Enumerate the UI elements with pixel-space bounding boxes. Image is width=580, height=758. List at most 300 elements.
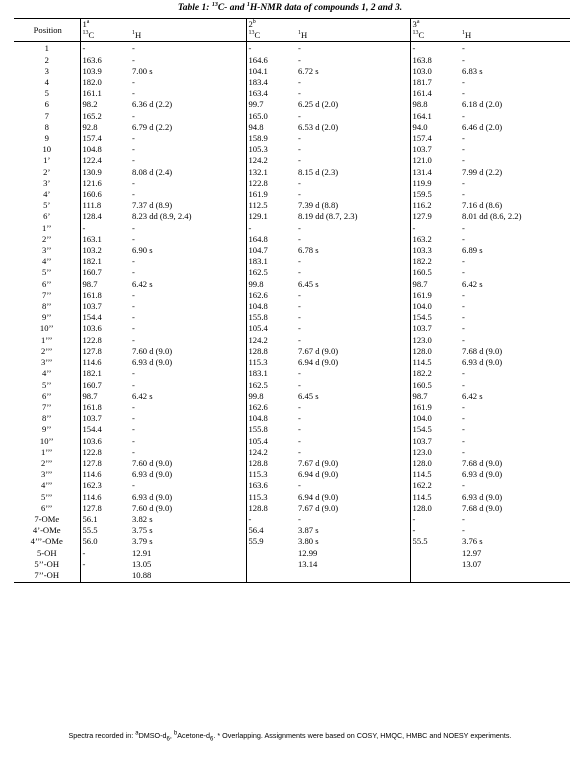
c13-shift-1: 103.7 bbox=[80, 413, 130, 424]
table-header bbox=[14, 19, 570, 42]
h1-shift-1: - bbox=[132, 480, 135, 491]
h1-shift-1: - bbox=[132, 133, 135, 144]
table-row bbox=[14, 492, 570, 503]
h1-shift-1: 6.93 d (9.0) bbox=[132, 469, 173, 480]
c13-shift-2: 162.5 bbox=[246, 380, 296, 391]
position-cell: 5’ bbox=[43, 200, 51, 211]
position-cell: 6’’ bbox=[42, 390, 52, 401]
table-row bbox=[14, 245, 570, 256]
c13-shift-2: 132.1 bbox=[246, 167, 296, 178]
c13-shift-1: 121.6 bbox=[80, 178, 130, 189]
h1-shift-2: 13.14 bbox=[298, 558, 318, 569]
h1-shift-3: 6.89 s bbox=[462, 245, 483, 256]
c13-shift-3: - bbox=[410, 223, 460, 234]
c13-shift-3: 114.5 bbox=[410, 492, 460, 503]
c13-shift-2: 128.8 bbox=[246, 346, 296, 357]
compound-2-header: 2$^b$ bbox=[246, 19, 410, 31]
table-row bbox=[14, 346, 570, 357]
h1-shift-1: - bbox=[132, 435, 135, 446]
c13-shift-3: 128.0 bbox=[410, 346, 460, 357]
c13-shift-3: - bbox=[410, 525, 460, 536]
c13-shift-2: - bbox=[246, 514, 296, 525]
h1-shift-2: - bbox=[298, 88, 301, 99]
table-row bbox=[14, 77, 570, 88]
c13-shift-2: 112.5 bbox=[246, 200, 296, 211]
c13-shift-3: 103.0 bbox=[410, 66, 460, 77]
h1-shift-3: - bbox=[462, 379, 465, 390]
table-row bbox=[14, 391, 570, 402]
table-row bbox=[14, 155, 570, 166]
c13-shift-2: 161.9 bbox=[246, 189, 296, 200]
h1-shift-1: - bbox=[132, 446, 135, 457]
h1-shift-3: - bbox=[462, 133, 465, 144]
h1-shift-1: 10.88 bbox=[130, 570, 246, 583]
c13-shift-2: 164.6 bbox=[246, 55, 296, 66]
position-cell: 4’’’-OMe bbox=[30, 536, 63, 547]
h1-shift-1: - bbox=[132, 110, 135, 121]
c13-shift-2: - bbox=[246, 223, 296, 234]
h1-shift-1: - bbox=[132, 368, 135, 379]
position-cell: 2’’’ bbox=[40, 345, 53, 356]
c13-shift-2 bbox=[246, 570, 296, 583]
c13-shift-1: 56.1 bbox=[80, 514, 130, 525]
position-cell: 7 bbox=[44, 110, 49, 121]
position-cell: 10’’ bbox=[39, 435, 54, 446]
table-row bbox=[14, 111, 570, 122]
c13-shift-3 bbox=[410, 559, 460, 570]
position-cell: 6’’’ bbox=[40, 502, 53, 513]
c13-shift-3: 181.7 bbox=[410, 77, 460, 88]
table-row bbox=[14, 436, 570, 447]
c13-shift-1: 122.4 bbox=[80, 155, 130, 166]
c13-shift-1: 130.9 bbox=[80, 167, 130, 178]
h1-shift-3: - bbox=[462, 435, 465, 446]
h1-shift-2: - bbox=[298, 43, 301, 54]
c13-shift-3: 159.5 bbox=[410, 189, 460, 200]
h1-shift-2: 6.45 s bbox=[298, 390, 319, 401]
c13-shift-3: - bbox=[410, 42, 460, 55]
table-row bbox=[14, 536, 570, 547]
c13-shift-2: 163.4 bbox=[246, 88, 296, 99]
position-cell: 4’ bbox=[43, 189, 51, 200]
table-row bbox=[14, 267, 570, 278]
h1-shift-1: - bbox=[132, 334, 135, 345]
h1-shift-3: 6.93 d (9.0) bbox=[462, 469, 503, 480]
h1-shift-3: - bbox=[462, 267, 465, 278]
h1-shift-1: - bbox=[132, 233, 135, 244]
h1-shift-3: - bbox=[462, 54, 465, 65]
h1-shift-2: 8.15 d (2.3) bbox=[298, 166, 339, 177]
h1-shift-1: - bbox=[132, 267, 135, 278]
table-row bbox=[14, 256, 570, 267]
table-caption bbox=[0, 3, 580, 13]
h1-shift-1: - bbox=[132, 77, 135, 88]
table-body bbox=[14, 42, 570, 583]
h1-shift-2: - bbox=[298, 110, 301, 121]
h1-shift-1: - bbox=[132, 177, 135, 188]
c13-shift-3: 98.7 bbox=[410, 391, 460, 402]
h1-shift-2: - bbox=[298, 133, 301, 144]
h1-shift-3: - bbox=[462, 401, 465, 412]
c13-shift-1: 163.6 bbox=[80, 55, 130, 66]
table-row bbox=[14, 447, 570, 458]
h1-shift-2: 7.67 d (9.0) bbox=[298, 345, 339, 356]
c13-shift-3: 94.0 bbox=[410, 122, 460, 133]
c13-shift-2: 99.8 bbox=[246, 391, 296, 402]
h1-shift-2: - bbox=[298, 446, 301, 457]
c13-shift-2: 105.3 bbox=[246, 144, 296, 155]
table-row bbox=[14, 279, 570, 290]
table-row bbox=[14, 99, 570, 110]
h1-shift-3 bbox=[460, 570, 570, 583]
h1-shift-1: - bbox=[132, 88, 135, 99]
table-row bbox=[14, 380, 570, 391]
h1-shift-3: - bbox=[462, 77, 465, 88]
h1-shift-1: 7.60 d (9.0) bbox=[132, 502, 173, 513]
h1-shift-2: - bbox=[298, 267, 301, 278]
c13-shift-3: 164.1 bbox=[410, 111, 460, 122]
c13-shift-2: 55.9 bbox=[246, 536, 296, 547]
h1-shift-2: 6.94 d (9.0) bbox=[298, 469, 339, 480]
h1-shift-1: - bbox=[132, 323, 135, 334]
h1-shift-1: - bbox=[132, 222, 135, 233]
table-row bbox=[14, 167, 570, 178]
h1-shift-3: - bbox=[462, 368, 465, 379]
c13-shift-1: 160.7 bbox=[80, 380, 130, 391]
c13-shift-2: 124.2 bbox=[246, 335, 296, 346]
h1-shift-3: - bbox=[462, 513, 465, 524]
position-cell: 6’’ bbox=[42, 278, 52, 289]
h1-shift-3: - bbox=[462, 413, 465, 424]
position-cell: 5’’-OH bbox=[34, 558, 60, 569]
h1-shift-3: 3.76 s bbox=[462, 536, 483, 547]
h1-shift-3: - bbox=[462, 43, 465, 54]
table-row bbox=[14, 570, 570, 583]
c13-shift-3: - bbox=[410, 514, 460, 525]
position-cell: 4’’’ bbox=[40, 480, 53, 491]
position-cell: 6 bbox=[44, 99, 49, 110]
c13-shift-1: 160.7 bbox=[80, 267, 130, 278]
h1-shift-3: - bbox=[462, 144, 465, 155]
c13-shift-2 bbox=[246, 548, 296, 559]
c13-shift-2: 163.6 bbox=[246, 480, 296, 491]
table-row bbox=[14, 548, 570, 559]
h1-shift-2: - bbox=[298, 222, 301, 233]
c13-shift-1: 111.8 bbox=[80, 200, 130, 211]
c13-shift-1: 128.4 bbox=[80, 211, 130, 222]
c13-header-3: $^{13}$C bbox=[410, 30, 460, 42]
h1-shift-2: 8.19 dd (8.7, 2.3) bbox=[298, 211, 358, 222]
c13-shift-2: 122.8 bbox=[246, 178, 296, 189]
position-cell: 5 bbox=[44, 88, 49, 99]
c13-shift-2: 124.2 bbox=[246, 447, 296, 458]
h1-shift-1: - bbox=[132, 379, 135, 390]
table-row bbox=[14, 424, 570, 435]
h1-shift-1: 3.82 s bbox=[132, 513, 153, 524]
h1-shift-3: - bbox=[462, 525, 465, 536]
h1-shift-2: - bbox=[298, 301, 301, 312]
c13-shift-2: 105.4 bbox=[246, 323, 296, 334]
h1-shift-2: - bbox=[298, 334, 301, 345]
c13-shift-1: 98.7 bbox=[80, 391, 130, 402]
c13-shift-3: 98.8 bbox=[410, 99, 460, 110]
position-cell: 3 bbox=[44, 65, 49, 76]
h1-shift-3: 12.97 bbox=[462, 547, 482, 558]
h1-shift-2: - bbox=[298, 413, 301, 424]
c13-shift-1: 103.9 bbox=[80, 66, 130, 77]
c13-shift-1: 160.6 bbox=[80, 189, 130, 200]
c13-shift-2: 164.8 bbox=[246, 234, 296, 245]
c13-shift-3: 131.4 bbox=[410, 167, 460, 178]
h1-shift-2: 6.25 d (2.0) bbox=[298, 99, 339, 110]
caption-prefix: Table 1: bbox=[177, 3, 212, 13]
c13-shift-3: 123.0 bbox=[410, 335, 460, 346]
h1-shift-3: 6.46 d (2.0) bbox=[462, 121, 503, 132]
position-cell: 6’ bbox=[43, 211, 51, 222]
c13-shift-2: 162.6 bbox=[246, 290, 296, 301]
table-row bbox=[14, 178, 570, 189]
c13-shift-3: 55.5 bbox=[410, 536, 460, 547]
h1-shift-3: 7.68 d (9.0) bbox=[462, 502, 503, 513]
h1-shift-2: - bbox=[298, 77, 301, 88]
h1-shift-2: - bbox=[298, 177, 301, 188]
h1-shift-1: - bbox=[132, 256, 135, 267]
c13-shift-2: 104.8 bbox=[246, 413, 296, 424]
h1-shift-3: 13.07 bbox=[462, 558, 482, 569]
h1-shift-2: - bbox=[298, 256, 301, 267]
table-row bbox=[14, 55, 570, 66]
h1-shift-1: - bbox=[132, 54, 135, 65]
h1-shift-1: 6.93 d (9.0) bbox=[132, 491, 173, 502]
c13-shift-3: 163.2 bbox=[410, 234, 460, 245]
c13-shift-2: 155.8 bbox=[246, 424, 296, 435]
c13-shift-1: 98.2 bbox=[80, 99, 130, 110]
compound-3-header: 3$^a$ bbox=[410, 19, 570, 31]
position-cell: 3’’’ bbox=[40, 357, 53, 368]
table-row bbox=[14, 88, 570, 99]
table-row bbox=[14, 469, 570, 480]
c13-shift-2: 183.1 bbox=[246, 368, 296, 379]
c13-shift-1: - bbox=[80, 42, 130, 55]
c13-shift-3: 127.9 bbox=[410, 211, 460, 222]
position-cell: 4’-OMe bbox=[32, 525, 61, 536]
position-cell: 10’’ bbox=[39, 323, 54, 334]
table-row bbox=[14, 480, 570, 491]
h1-shift-2: 7.67 d (9.0) bbox=[298, 457, 339, 468]
c13-shift-1: - bbox=[80, 223, 130, 234]
h1-shift-3: - bbox=[462, 323, 465, 334]
table-row bbox=[14, 312, 570, 323]
h1-shift-1: 8.08 d (2.4) bbox=[132, 166, 173, 177]
table-row bbox=[14, 323, 570, 334]
h1-shift-1: 7.37 d (8.9) bbox=[132, 200, 173, 211]
position-cell: 1’’’ bbox=[40, 446, 53, 457]
h1-shift-2: 6.94 d (9.0) bbox=[298, 491, 339, 502]
c13-shift-1: 182.1 bbox=[80, 368, 130, 379]
h1-shift-2: - bbox=[298, 144, 301, 155]
c13-shift-3: 161.9 bbox=[410, 402, 460, 413]
h1-shift-1: - bbox=[132, 301, 135, 312]
h1-shift-1: 3.75 s bbox=[132, 525, 153, 536]
h1-shift-1: 6.79 d (2.2) bbox=[132, 121, 173, 132]
c13-shift-3: 154.5 bbox=[410, 424, 460, 435]
caption-c-mid: C- and bbox=[217, 3, 247, 13]
position-cell: 9 bbox=[44, 133, 49, 144]
c13-shift-1: 122.8 bbox=[80, 335, 130, 346]
table-row bbox=[14, 514, 570, 525]
h1-shift-2: - bbox=[298, 379, 301, 390]
c13-shift-2: 162.6 bbox=[246, 402, 296, 413]
c13-shift-2: 183.4 bbox=[246, 77, 296, 88]
h1-shift-3: - bbox=[462, 222, 465, 233]
h1-shift-3: 7.16 d (8.6) bbox=[462, 200, 503, 211]
c13-shift-2: 104.8 bbox=[246, 301, 296, 312]
h1-shift-3: 7.99 d (2.2) bbox=[462, 166, 503, 177]
c13-shift-2: 104.7 bbox=[246, 245, 296, 256]
table-row bbox=[14, 290, 570, 301]
c13-shift-3: 163.8 bbox=[410, 55, 460, 66]
c13-shift-2: 115.3 bbox=[246, 469, 296, 480]
h1-shift-3: - bbox=[462, 424, 465, 435]
h1-shift-3: - bbox=[462, 256, 465, 267]
position-cell: 2 bbox=[44, 54, 49, 65]
h1-shift-1: - bbox=[132, 424, 135, 435]
c13-shift-3: 121.0 bbox=[410, 155, 460, 166]
caption-h-sup: 1 bbox=[246, 1, 250, 8]
h1-shift-1: - bbox=[132, 189, 135, 200]
c13-shift-3: 160.5 bbox=[410, 380, 460, 391]
c13-header-2: $^{13}$C bbox=[246, 30, 296, 42]
h1-shift-3: - bbox=[462, 446, 465, 457]
h1-shift-3: - bbox=[462, 189, 465, 200]
table-row bbox=[14, 211, 570, 222]
position-cell: 7’’ bbox=[42, 289, 52, 300]
c13-shift-1: 157.4 bbox=[80, 133, 130, 144]
c13-shift-3: 119.9 bbox=[410, 178, 460, 189]
c13-shift-3: 103.7 bbox=[410, 144, 460, 155]
position-cell: 1’ bbox=[43, 155, 51, 166]
compound-1-header: 1$^a$ bbox=[80, 19, 246, 31]
c13-shift-1: 103.6 bbox=[80, 323, 130, 334]
c13-shift-1: 154.4 bbox=[80, 424, 130, 435]
c13-shift-1: 162.3 bbox=[80, 480, 130, 491]
h1-shift-3: 6.42 s bbox=[462, 390, 483, 401]
c13-shift-2: 165.0 bbox=[246, 111, 296, 122]
c13-shift-3 bbox=[410, 548, 460, 559]
h1-shift-2: - bbox=[298, 424, 301, 435]
c13-shift-1: 127.8 bbox=[80, 458, 130, 469]
c13-shift-3: 161.4 bbox=[410, 88, 460, 99]
caption-rest: H-NMR data of compounds 1, 2 and 3. bbox=[249, 3, 403, 13]
h1-shift-3: - bbox=[462, 334, 465, 345]
position-cell: 8’’ bbox=[42, 413, 52, 424]
h1-shift-2: 6.53 d (2.0) bbox=[298, 121, 339, 132]
c13-shift-3: 116.2 bbox=[410, 200, 460, 211]
h1-shift-3: 6.93 d (9.0) bbox=[462, 357, 503, 368]
h1-shift-2: - bbox=[298, 289, 301, 300]
c13-shift-2: 162.5 bbox=[246, 267, 296, 278]
c13-shift-2: 155.8 bbox=[246, 312, 296, 323]
c13-shift-3: 103.7 bbox=[410, 436, 460, 447]
position-cell: 1 bbox=[44, 43, 49, 54]
table-row bbox=[14, 503, 570, 514]
h1-shift-2: - bbox=[298, 368, 301, 379]
c13-shift-1: - bbox=[80, 548, 130, 559]
c13-shift-3: 128.0 bbox=[410, 458, 460, 469]
c13-shift-3: 114.5 bbox=[410, 357, 460, 368]
h1-shift-1: 6.42 s bbox=[132, 278, 153, 289]
c13-shift-3: 104.0 bbox=[410, 413, 460, 424]
h1-shift-1: - bbox=[132, 413, 135, 424]
h1-shift-1: - bbox=[132, 155, 135, 166]
c13-shift-1: 161.8 bbox=[80, 402, 130, 413]
h1-header-3: $^1$H bbox=[460, 30, 570, 42]
table-row bbox=[14, 368, 570, 379]
c13-shift-1: 127.8 bbox=[80, 503, 130, 514]
c13-shift-3: 114.5 bbox=[410, 469, 460, 480]
c13-shift-3: 182.2 bbox=[410, 368, 460, 379]
c13-shift-2: 104.1 bbox=[246, 66, 296, 77]
nmr-data-table bbox=[14, 18, 570, 583]
h1-shift-3: - bbox=[462, 155, 465, 166]
h1-shift-1: 6.42 s bbox=[132, 390, 153, 401]
c13-shift-2: 56.4 bbox=[246, 525, 296, 536]
c13-shift-2: 115.3 bbox=[246, 357, 296, 368]
c13-shift-1: 165.2 bbox=[80, 111, 130, 122]
c13-shift-1: 103.2 bbox=[80, 245, 130, 256]
position-cell: 5-OH bbox=[36, 547, 57, 558]
position-cell: 5’’’ bbox=[40, 491, 53, 502]
caption-c-sup: 13 bbox=[211, 1, 218, 8]
c13-shift-3: 98.7 bbox=[410, 279, 460, 290]
c13-shift-1: 161.8 bbox=[80, 290, 130, 301]
h1-shift-1: - bbox=[132, 144, 135, 155]
table-row bbox=[14, 122, 570, 133]
h1-shift-2: 3.87 s bbox=[298, 525, 319, 536]
position-cell: 9’’ bbox=[42, 424, 52, 435]
c13-shift-3: 104.0 bbox=[410, 301, 460, 312]
table-row bbox=[14, 301, 570, 312]
c13-shift-2: 183.1 bbox=[246, 256, 296, 267]
h1-shift-2: - bbox=[298, 323, 301, 334]
h1-shift-2: 6.78 s bbox=[298, 245, 319, 256]
position-cell: 8 bbox=[44, 121, 49, 132]
h1-shift-3: - bbox=[462, 480, 465, 491]
table-row bbox=[14, 525, 570, 536]
c13-shift-3: 182.2 bbox=[410, 256, 460, 267]
c13-shift-2: 99.7 bbox=[246, 99, 296, 110]
position-cell: 4’’ bbox=[42, 256, 52, 267]
h1-shift-2: - bbox=[298, 435, 301, 446]
h1-shift-2: 7.67 d (9.0) bbox=[298, 502, 339, 513]
position-cell: 2’’ bbox=[42, 233, 52, 244]
h1-shift-3: - bbox=[462, 88, 465, 99]
h1-shift-2: 6.94 d (9.0) bbox=[298, 357, 339, 368]
table-row bbox=[14, 189, 570, 200]
h1-shift-1: 6.36 d (2.2) bbox=[132, 99, 173, 110]
h1-shift-2: - bbox=[298, 401, 301, 412]
position-cell: 9’’ bbox=[42, 312, 52, 323]
table-row bbox=[14, 357, 570, 368]
h1-shift-1: 7.60 d (9.0) bbox=[132, 457, 173, 468]
h1-header-1: $^1$H bbox=[130, 30, 246, 42]
c13-header-1: $^{13}$C bbox=[80, 30, 130, 42]
position-cell: 1’’ bbox=[42, 222, 52, 233]
c13-shift-3: 103.7 bbox=[410, 323, 460, 334]
position-cell: 4’’ bbox=[42, 368, 52, 379]
h1-shift-1: - bbox=[132, 289, 135, 300]
h1-shift-2: - bbox=[298, 54, 301, 65]
